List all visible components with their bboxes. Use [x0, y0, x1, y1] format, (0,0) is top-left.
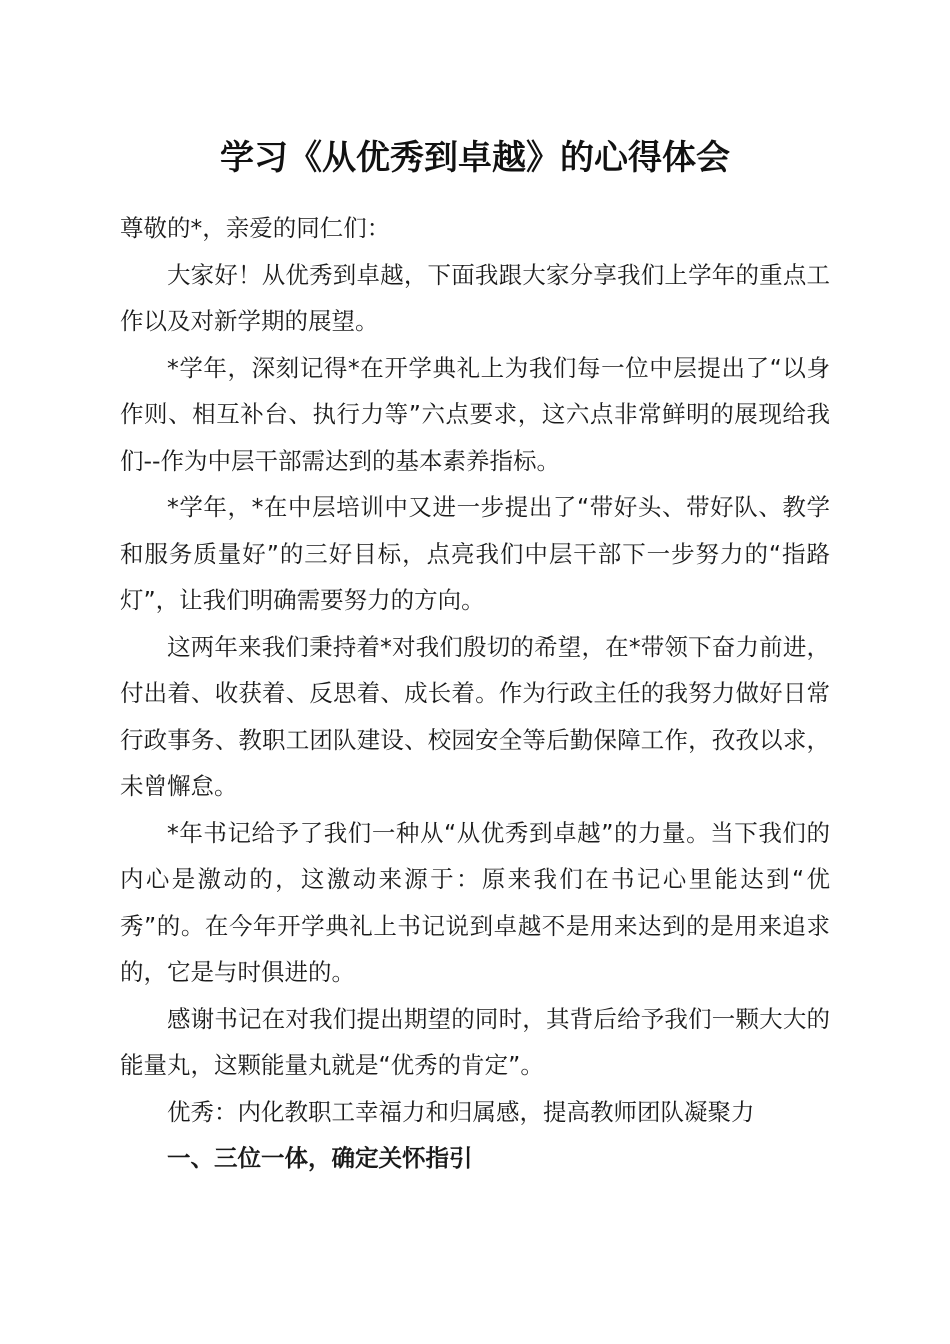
paragraph-4: 这两年来我们秉持着*对我们殷切的希望，在*带领下奋力前进，付出着、收获着、反思着、成长着。作为行政主任的我努力做好日常行政事务、教职工团队建设、校园安全等后勤保障工作，孜孜以求，未曾懈怠。	[120, 632, 830, 800]
paragraph-7: 优秀：内化教职工幸福力和归属感，提高教师团队凝聚力	[167, 1097, 755, 1126]
salutation: 尊敬的*，亲爱的同仁们：	[120, 214, 391, 242]
paragraph-2: *学年，深刻记得*在开学典礼上为我们每一位中层提出了“以身作则、相互补台、执行力等”六点要求，这六点非常鲜明的展现给我们--作为中层干部需达到的基本素养指标。	[120, 353, 830, 475]
paragraph-3: *学年，*在中层培训中又进一步提出了“带好头、带好队、教学和服务质量好”的三好目标，点亮我们中层干部下一步努力的“指路灯”，让我们明确需要努力的方向。	[120, 493, 830, 614]
paragraph-5: *年书记给予了我们一种从“从优秀到卓越”的力量。当下我们的内心是激动的，这激动来源于：原来我们在书记心里能达到“优秀”的。在今年开学典礼上书记说到卓越不是用来达到的是用来追求的，它是与时俱进的。	[120, 818, 830, 986]
paragraph-1: 大家好！从优秀到卓越，下面我跟大家分享我们上学年的重点工作以及对新学期的展望。	[120, 260, 830, 335]
document-body	[120, 205, 830, 1182]
section-heading: 一、三位一体，确定关怀指引	[167, 1144, 473, 1172]
paragraph-6: 感谢书记在对我们提出期望的同时，其背后给予我们一颗大大的能量丸，这颗能量丸就是“优秀的肯定”。	[120, 1004, 830, 1079]
document-title: 学习《从优秀到卓越》的心得体会	[220, 138, 730, 178]
